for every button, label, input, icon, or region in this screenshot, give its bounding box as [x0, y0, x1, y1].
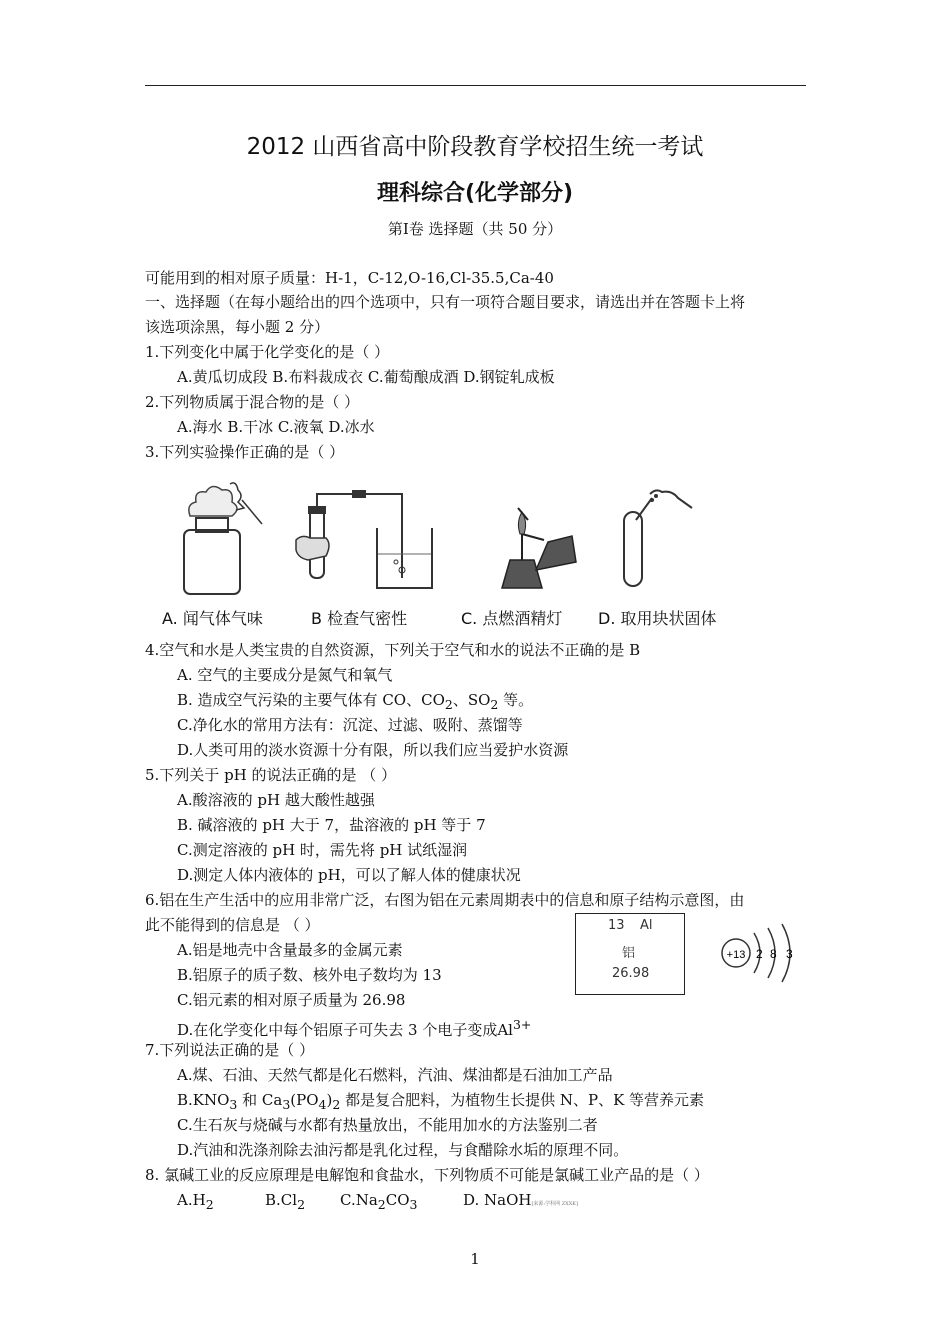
question-8-option-a: $A.H_2$: [177, 1191, 214, 1212]
atomic-masses: 可能用到的相对原子质量：H-1，C-12,O-16,Cl-35.5,Ca-40: [145, 269, 554, 287]
figure-smell-gas: [172, 478, 272, 598]
source-note: [来源:学科网 ZXXK]: [531, 1201, 578, 1207]
shell-electrons-1: 2: [756, 947, 763, 961]
shell-electrons-2: 8: [770, 947, 777, 961]
question-6-option-a: A.铝是地壳中含量最多的金属元素: [177, 941, 403, 959]
figure-caption-c: C. 点燃酒精灯: [461, 609, 563, 628]
question-8-stem: 8. 氯碱工业的反应原理是电解饱和食盐水，下列物质不可能是氯碱工业产品的是（ ）: [145, 1166, 709, 1184]
question-6-option-d: D.在化学变化中每个铝原子可失去 3 个电子变成$Al^{3+}$: [177, 1017, 532, 1039]
question-6-option-c: C.铝元素的相对原子质量为 26.98: [177, 991, 406, 1009]
figure-caption-d: D. 取用块状固体: [598, 609, 717, 628]
question-1-stem: 1.下列变化中属于化学变化的是（ ）: [145, 343, 390, 361]
shell-electrons-3: 3: [786, 947, 793, 961]
element-card: [575, 913, 685, 995]
question-4-option-b: B. 造成空气污染的主要气体有 CO、$CO_2$、$SO_2$ 等。: [177, 691, 534, 712]
question-6-option-b: B.铝原子的质子数、核外电子数均为 13: [177, 966, 442, 984]
question-4-option-c: C.净化水的常用方法有：沉淀、过滤、吸附、蒸馏等: [177, 716, 523, 734]
question-2-stem: 2.下列物质属于混合物的是（ ）: [145, 393, 360, 411]
question-8-option-b: $B.Cl_2$: [265, 1191, 306, 1212]
question-7-option-d: D.汽油和洗涤剂除去油污都是乳化过程，与食醋除水垢的原理不同。: [177, 1141, 629, 1159]
question-4-option-d: D.人类可用的淡水资源十分有限，所以我们应当爱护水资源: [177, 741, 569, 759]
nucleus-charge: +13: [726, 949, 746, 961]
element-name: 铝: [622, 946, 636, 961]
question-4-stem: 4.空气和水是人类宝贵的自然资源，下列关于空气和水的说法不正确的是 B: [145, 641, 641, 659]
question-7-option-c: C.生石灰与烧碱与水都有热量放出，不能用加水的方法鉴别二者: [177, 1116, 598, 1134]
page-number: 1: [470, 1250, 480, 1268]
question-7-stem: 7.下列说法正确的是（ ）: [145, 1041, 315, 1059]
figure-airtightness: [292, 478, 442, 598]
element-number: 13: [608, 918, 625, 933]
question-1-options: A.黄瓜切成段 B.布料裁成衣 C.葡萄酿成酒 D.钢锭轧成板: [177, 368, 555, 386]
section-title: 第Ⅰ卷 选择题（共 50 分）: [387, 220, 563, 238]
question-5-stem: 5.下列关于 pH 的说法正确的是 （ ）: [145, 766, 397, 784]
header-rule: [145, 85, 806, 86]
atom-structure-diagram: [718, 918, 813, 988]
figure-caption-b: B 检查气密性: [311, 609, 408, 628]
figure-taking-solid: [592, 478, 702, 598]
question-7-option-b: $B.KNO_3$ 和 $Ca_3(PO_4)_2$ 都是复合肥料，为植物生长提供 N、P、K 等营养元素: [177, 1091, 705, 1112]
question-7-option-a: A.煤、石油、天然气都是化石燃料，汽油、煤油都是石油加工产品: [177, 1066, 613, 1084]
question-8-option-c: $C.Na_2CO_3$: [340, 1191, 418, 1212]
question-5-option-a: A.酸溶液的 pH 越大酸性越强: [177, 791, 375, 809]
question-6-stem-2: 此不能得到的信息是 （ ）: [145, 916, 320, 934]
question-8-option-d: D. NaOH[来源:学科网 ZXXK]: [463, 1191, 578, 1209]
figure-caption-a: A. 闻气体气味: [162, 609, 263, 628]
question-3-stem: 3.下列实验操作正确的是（ ）: [145, 443, 345, 461]
question-2-options: A.海水 B.干冰 C.液氧 D.冰水: [177, 418, 375, 436]
question-5-option-d: D.测定人体内液体的 pH，可以了解人体的健康状况: [177, 866, 521, 884]
instructions-line-2: 该选项涂黑，每小题 2 分）: [145, 318, 330, 336]
element-symbol: Al: [640, 918, 653, 933]
question-5-option-c: C.测定溶液的 pH 时，需先将 pH 试纸湿润: [177, 841, 468, 859]
question-5-option-b: B. 碱溶液的 pH 大于 7，盐溶液的 pH 等于 7: [177, 816, 486, 834]
question-6-stem: 6.铝在生产生活中的应用非常广泛，右图为铝在元素周期表中的信息和原子结构示意图，由: [145, 891, 745, 909]
exam-title: 2012 山西省高中阶段教育学校招生统一考试: [246, 134, 704, 160]
question-4-option-a: A. 空气的主要成分是氮气和氧气: [177, 666, 393, 684]
instructions-line-1: 一、选择题（在每小题给出的四个选项中，只有一项符合题目要求，请选出并在答题卡上将: [145, 293, 746, 311]
subject-title: 理科综合(化学部分): [376, 181, 574, 206]
figure-alcohol-lamps: [492, 478, 582, 598]
element-mass: 26.98: [612, 966, 650, 981]
